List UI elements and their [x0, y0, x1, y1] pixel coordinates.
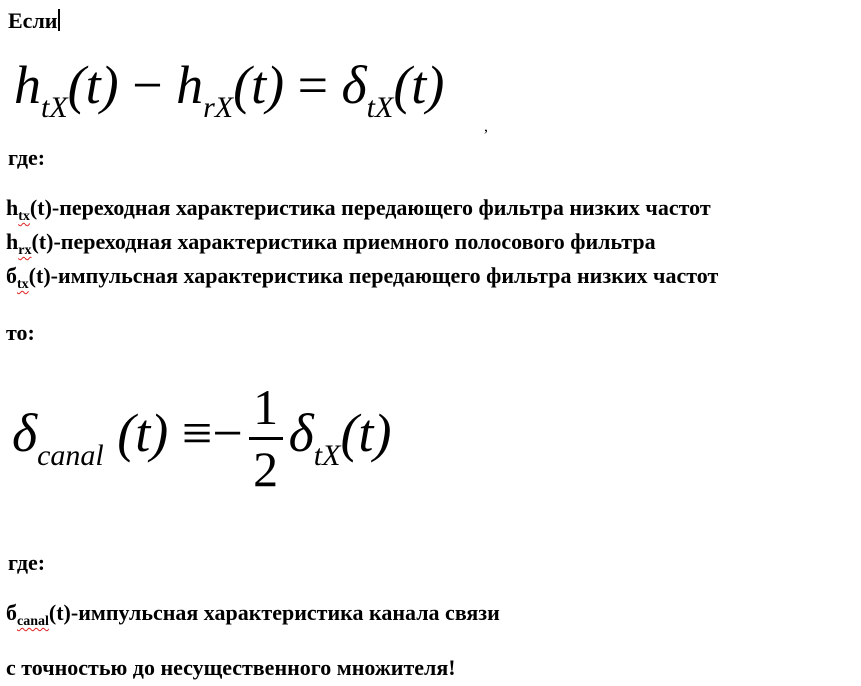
eq1-arg-3: (t)	[393, 55, 445, 115]
eq2-sub-canal: canal	[37, 439, 104, 472]
eq2-delta: δ	[12, 403, 38, 463]
def1-text: (t)-переходная характеристика передающего фильтра низких частот	[29, 195, 711, 220]
def3-symbol: б	[6, 263, 17, 288]
eq2-denominator: 2	[253, 441, 279, 497]
eq1-sub-rx: rX	[203, 91, 234, 124]
definition-line-3	[6, 263, 718, 293]
eq1-sub-tx: tX	[41, 91, 68, 124]
then-label: то:	[6, 320, 35, 345]
equation-2	[12, 380, 391, 497]
def-canal-symbol: б	[6, 600, 17, 625]
eq2-fraction	[249, 380, 283, 497]
eq2-equiv: ≡	[181, 403, 213, 463]
eq2-sub-tx: tX	[313, 439, 341, 472]
eq2-minus: −	[212, 403, 243, 463]
definition-line-2	[6, 229, 656, 259]
intro-word-text: Если	[8, 8, 58, 33]
def1-sub: tx	[18, 209, 30, 224]
eq1-h-symbol-2: h	[176, 55, 204, 115]
equation-1	[14, 55, 445, 124]
eq1-equals: =	[297, 55, 329, 115]
eq2-delta-2: δ	[288, 403, 314, 463]
eq2-numerator: 1	[253, 379, 279, 435]
eq2-arg-2: (t)	[340, 403, 392, 463]
definition-line-1	[6, 195, 711, 225]
eq1-arg-2: (t)	[233, 55, 285, 115]
eq1-delta: δ	[341, 55, 367, 115]
eq1-h-symbol: h	[14, 55, 41, 115]
eq2-arg-1: (t)	[117, 403, 169, 463]
definition-canal	[6, 600, 500, 630]
def2-sub: rx	[18, 243, 32, 258]
where-label-1: где:	[8, 145, 46, 170]
eq1-arg-1: (t)	[67, 55, 119, 115]
def2-text: (t)-переходная характеристика приемного полосового фильтра	[31, 229, 656, 254]
def2-symbol: h	[6, 229, 19, 254]
text-cursor	[58, 9, 60, 31]
eq1-sub-tx-2: tX	[366, 91, 394, 124]
def3-sub: tx	[17, 277, 29, 292]
def-canal-text: (t)-импульсная характеристика канала связи	[48, 600, 500, 625]
eq1-minus: −	[132, 55, 163, 115]
def1-symbol: h	[6, 195, 19, 220]
where-label-2: где:	[8, 550, 46, 575]
def-canal-sub: canal	[17, 614, 49, 629]
eq2-fraction-bar	[249, 437, 283, 440]
closing-line: с точностью до несущественного множителя!	[6, 655, 456, 680]
stray-comma: ,	[484, 118, 488, 135]
intro-word	[8, 8, 60, 34]
def3-text: (t)-импульсная характеристика передающего фильтра низких частот	[28, 263, 719, 288]
